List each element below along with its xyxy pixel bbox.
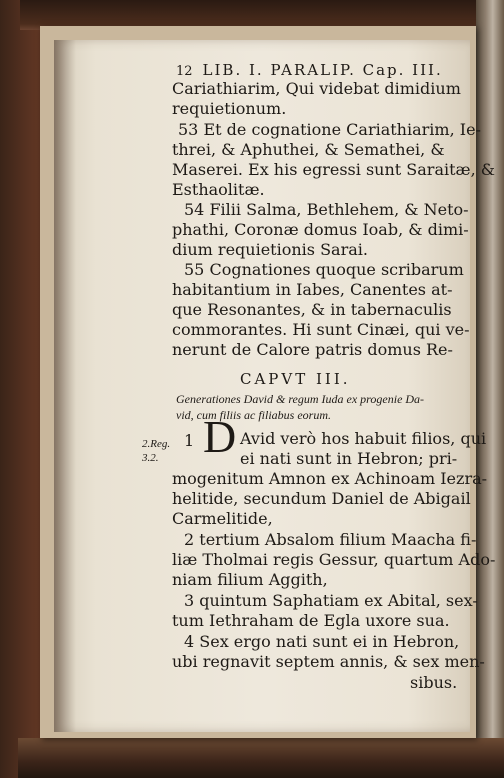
margin-reference: 3.2. xyxy=(142,452,159,464)
text-line: Avid verò hos habuit filios, qui xyxy=(240,429,487,448)
text-line: threi, & Aphuthei, & Semathei, & xyxy=(172,140,445,159)
verse-number: 1 xyxy=(184,431,195,450)
text-line: Esthaolitæ. xyxy=(172,180,265,199)
text-line: commorantes. Hi sunt Cinæi, qui ve- xyxy=(172,320,470,339)
text-line: Carmelitide, xyxy=(172,509,273,528)
page-number: 12 xyxy=(176,64,193,79)
running-title: LIB. I. PARALIP. Cap. III. xyxy=(202,61,443,79)
text-line: Maserei. Ex his egressi sunt Saraitæ, & xyxy=(172,160,495,179)
text-line: Cariathiarim, Qui videbat dimidium xyxy=(172,79,461,98)
text-line: liæ Tholmai regis Gessur, quartum Ado- xyxy=(172,550,496,569)
text-line: dium requietionis Sarai. xyxy=(172,240,368,259)
text-line: que Resonantes, & in tabernaculis xyxy=(172,300,452,319)
margin-reference: 2.Reg. xyxy=(142,438,171,450)
text-line: nerunt de Calore patris domus Re- xyxy=(172,340,453,359)
drop-cap: D xyxy=(203,411,237,462)
running-header xyxy=(176,61,443,79)
text-line: habitantium in Iabes, Canentes at- xyxy=(172,280,453,299)
text-line: 55 Cognationes quoque scribarum xyxy=(184,260,464,279)
text-line: ei nati sunt in Hebron; pri- xyxy=(240,449,458,468)
catchword: sibus. xyxy=(410,673,458,692)
text-line: tum Iethraham de Egla uxore sua. xyxy=(172,611,450,630)
text-line: requietionum. xyxy=(172,99,287,118)
text-line: 53 Et de cognatione Cariathiarim, Ie- xyxy=(178,120,481,139)
text-line: 2 tertium Absalom filium Maacha fi- xyxy=(184,530,477,549)
text-line: 54 Filii Salma, Bethlehem, & Neto- xyxy=(184,200,469,219)
text-line: niam filium Aggith, xyxy=(172,570,328,589)
text-line: mogenitum Amnon ex Achinoam Iezra- xyxy=(172,469,488,488)
text-line: phathi, Coronæ domus Ioab, & dimi- xyxy=(172,220,469,239)
text-line: 4 Sex ergo nati sunt ei in Hebron, xyxy=(184,632,460,651)
chapter-heading: CAPVT III. xyxy=(240,370,351,388)
text-line: helitide, secundum Daniel de Abigail xyxy=(172,489,471,508)
chapter-summary-line: vid, cum filiis ac filiabus eorum. xyxy=(176,408,331,422)
text-line: ubi regnavit septem annis, & sex men- xyxy=(172,652,485,671)
chapter-summary-line: Generationes David & regum Iuda ex progenie Da- xyxy=(176,392,425,406)
text-line: 3 quintum Saphatiam ex Abital, sex- xyxy=(184,591,478,610)
